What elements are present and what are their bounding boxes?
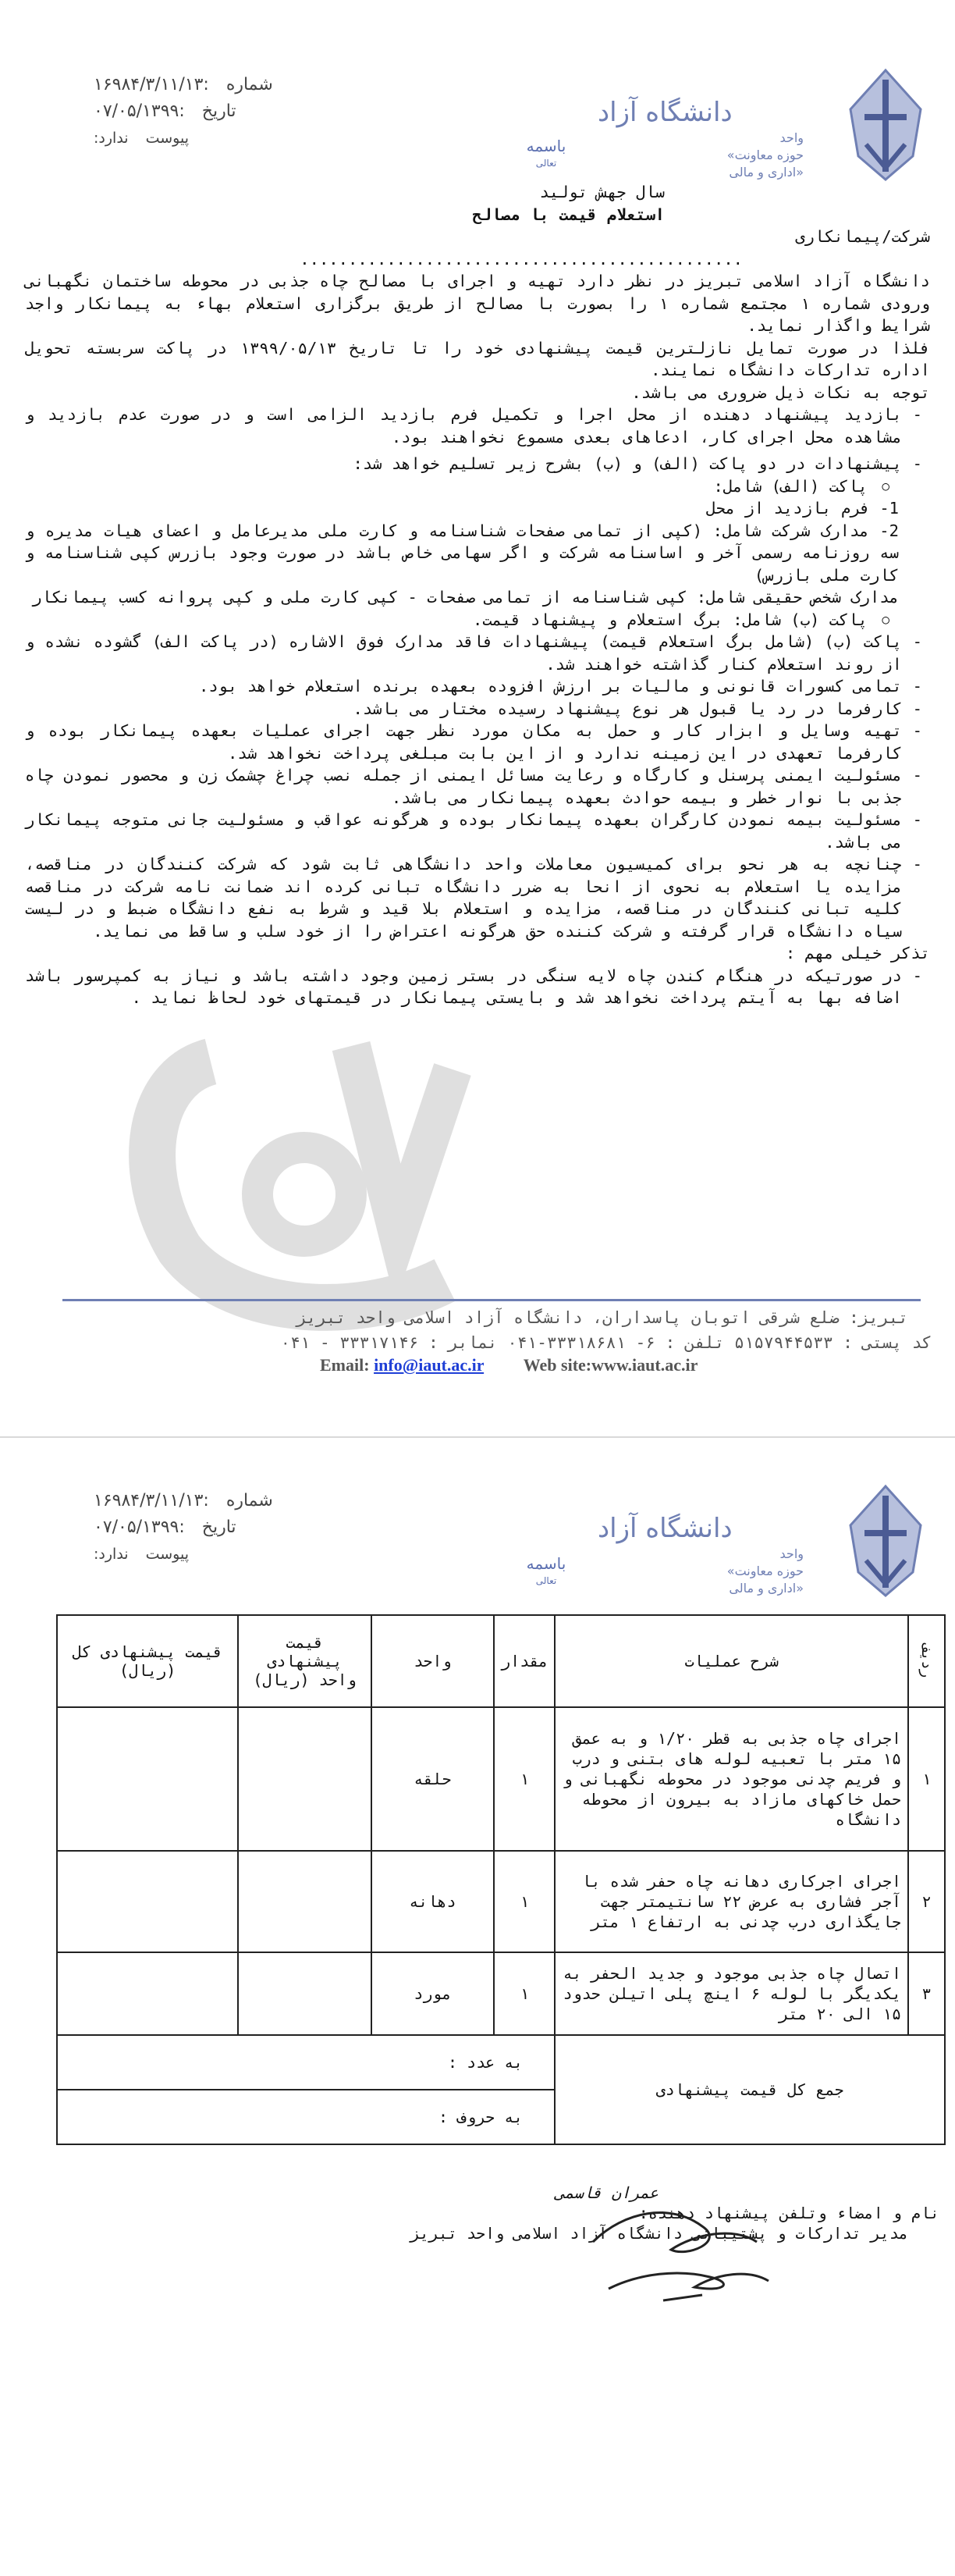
letter-date: ۰۷/۰۵/۱۳۹۹: bbox=[94, 1517, 185, 1537]
bullet-packets: - پیشنهادات در دو پاکت (الف) و (ب) بشرح زیر تسلیم خواهد شد: bbox=[25, 453, 930, 475]
important-heading: تذکر خیلی مهم : bbox=[785, 944, 930, 962]
footer bbox=[27, 1305, 932, 1355]
letter-meta: ۱۶۹۸۴/۳/۱۱/۱۳: شماره ۰۷/۰۵/۱۳۹۹: تاریخ :ندارد پیوست bbox=[94, 1488, 359, 1567]
col-desc: شرح عملیات bbox=[555, 1615, 908, 1707]
stamp-heading: باسمه تعالی bbox=[526, 1554, 566, 1586]
signature-label: نام و امضاء وتلفن پیشنهاد دهنده: bbox=[638, 2204, 939, 2222]
signature-scribble-icon bbox=[577, 2195, 780, 2312]
unit-price-cell[interactable] bbox=[238, 1707, 371, 1851]
total-row-numbers bbox=[57, 2035, 945, 2090]
table-row: ۲ اجرای اجرکاری دهانه چاه حفر شده با آجر فشاری به عرض ۲۲ سانتیمتر جهت جایگذاری درب چدنی به ارتفاع ۱ متر ۱ دهانه bbox=[57, 1851, 945, 1952]
bullet-6: - چنانچه به هر نحو برای کمیسیون معاملات واحد دانشگاهی ثابت شود که شرکت کنندگان در مناقصه، مزایده یا استعلام به نحوی از انحا به ضرر دانشگاه تبانی کرده اند ضمانت نامه شرکت در مناقصه کلیه تبانی کنندگان در مناقصه، مزایده و استعلام بلا قید و شرط به نفع دانشگاه ضبط و در لیست سیاه دانشگاه قرار گرفته و شرکت کننده حق هرگونه اعتراض را از خود سلب و ساقط می نماید. bbox=[25, 853, 930, 942]
stamp-heading: باسمه تعالی bbox=[526, 137, 566, 169]
bullet-4: - مسئولیت ایمنی پرسنل و کارگاه و رعایت مسائل ایمنی از جمله نصب چراغ چشمک زن و محصور نمودن چاه جذبی با نوار خطر و بیمه حوادث بعهده پیمانکار می باشد. bbox=[25, 764, 930, 809]
total-price-cell[interactable] bbox=[57, 1952, 238, 2035]
footer-email-line: Email: info@iaut.ac.ir Web site:www.iaut.ac.ir bbox=[320, 1355, 698, 1375]
letter-meta: ۱۶۹۸۴/۳/۱۱/۱۳: شماره ۰۷/۰۵/۱۳۹۹: تاریخ :ندارد پیوست bbox=[94, 72, 359, 151]
unit-price-cell[interactable] bbox=[238, 1952, 371, 2035]
col-unit-price: قیمت پیشنهادی واحد (ریال) bbox=[238, 1615, 371, 1707]
bullet-0: - پاکت (ب) (شامل برگ استعلام قیمت) پیشنهادات فاقد مدارک فوق الاشاره (در پاکت الف) گشوده نشده و از روند استعلام کنار گذاشته خواهند شد. bbox=[25, 631, 930, 675]
packet-a-item-3: مدارک شخص حقیقی شامل: کپی شناسنامه از تمامی صفحات - کپی کارت ملی و کپی پروانه کسب پیمانکار bbox=[32, 588, 899, 607]
col-row: ردیف bbox=[908, 1615, 945, 1707]
recipient: شرکت/پیمانکاری bbox=[795, 227, 930, 246]
intro-para-2: فلذا در صورت تمایل نازلترین قیمت پیشنهادی خود را تا تاریخ ۱۳۹۹/۰۵/۱۳ در پاکت سربسته تحویل اداره تداركات دانشگاه نمایند. bbox=[25, 338, 931, 379]
col-qty: مقدار bbox=[494, 1615, 555, 1707]
total-price-cell[interactable] bbox=[57, 1707, 238, 1851]
total-price-cell[interactable] bbox=[57, 1851, 238, 1952]
email-link[interactable]: info@iaut.ac.ir bbox=[374, 1355, 485, 1375]
col-total-price: قیمت پیشنهادی کل (ریال) bbox=[57, 1615, 238, 1707]
quote-table bbox=[56, 1614, 946, 2145]
letter-number: ۱۶۹۸۴/۳/۱۱/۱۳: bbox=[94, 75, 209, 94]
letter-body bbox=[25, 181, 930, 1009]
letter-date: ۰۷/۰۵/۱۳۹۹: bbox=[94, 101, 185, 121]
signer-role: مدیر تدارکات و پشتیبانی دانشگاه آزاد اسلامی واحد تبریز bbox=[410, 2224, 908, 2243]
total-label: جمع کل قیمت پیشنهادی bbox=[555, 2035, 945, 2144]
col-unit: واحد bbox=[371, 1615, 494, 1707]
attachment-value: :ندارد bbox=[94, 1546, 129, 1563]
page-separator bbox=[0, 1436, 955, 1438]
bullet-visit: - بازدید پیشنهاد دهنده از محل اجرا و تکمیل فرم بازدید الزامی است و در صورت عدم بازدید و مشاهده محل اجرای کار، ادعاهای بعدی مسموع نخواهند بود. bbox=[25, 404, 930, 448]
packet-a-item-2: 2- مدارک شرکت شامل: (کپی از تمامی صفحات شناسنامه و کارت ملی مدیرعامل و اعضای هیات مدیره و سه روزنامه رسمی آخر و اساسنامه شرکت و اگر سهامی خاص باشد در صورت وجود بازرس کپی شناسنامه و کارت ملی بازرس) bbox=[25, 521, 899, 585]
unit-lines: واحد «حوزه معاونت اداری و مالی» bbox=[726, 1546, 804, 1596]
important-note: - در صورتیکه در هنگام کندن چاه لایه سنگی در بستر زمین وجود داشته باشد و نیاز به کمپرسور باشد اضافه بها به آیتم پرداخت نخواهد شد و بایستی پیمانکار در قیمتهای خود لحاظ نماید . bbox=[25, 965, 930, 1009]
table-row: ۳ اتصال چاه جذبی موجود و جدید الحفر به یکدیگر با لوله ۶ اینچ پلی اتیلن حدود ۱۵ الی ۲۰ متر ۱ مورد bbox=[57, 1952, 945, 2035]
packet-a-item-1: 1- فرم بازدید از محل bbox=[706, 499, 899, 518]
packet-b: ○ پاکت (ب) شامل: برگ استعلام و پیشنهاد قیمت. bbox=[25, 609, 930, 632]
page-gap bbox=[0, 1355, 955, 1446]
footer-address: تبریز: ضلع شرقی اتوبان پاسداران، دانشگاه آزاد اسلامی واحد تبریز bbox=[296, 1308, 908, 1327]
letter-page-2 bbox=[0, 1446, 955, 2576]
watermark-logo-icon bbox=[117, 1015, 554, 1343]
total-in-numbers[interactable]: به عدد : bbox=[57, 2035, 555, 2090]
attachment-value: :ندارد bbox=[94, 130, 129, 147]
packet-a: ○ پاکت (الف) شامل: bbox=[25, 475, 930, 498]
footer-contact: کد پستی : ۵۱۵۷۹۴۴۵۳۳ تلفن : ۶- ۳۳۳۱۸۶۸۱-۰۴۱ نمابر : ۳۳۳۱۷۱۴۶ - ۰۴۱ bbox=[280, 1333, 932, 1352]
bullet-3: - تهیه وسایل و ابزار کار و حمل به مکان مورد نظر جهت اجرای عملیات بعهده پیمانکار بوده و کارفرما تعهدی در این زمینه ندارد و از این بابت مبلغی پرداخت نخواهد شد. bbox=[25, 720, 930, 764]
unit-lines: واحد «حوزه معاونت اداری و مالی» bbox=[726, 130, 804, 180]
dots-line: .............................................. bbox=[300, 249, 743, 269]
university-name: دانشگاه آزاد bbox=[598, 1513, 733, 1544]
website: Web site:www.iaut.ac.ir bbox=[523, 1355, 698, 1375]
footer-divider bbox=[62, 1299, 921, 1301]
table-header-row bbox=[57, 1615, 945, 1707]
signer-name: عمران قاسمی bbox=[555, 2183, 659, 2202]
university-logo-icon bbox=[827, 1478, 944, 1611]
table-row: ۱ اجرای چاه جذبی به قطر ۱/۲۰ و به عمق ۱۵ متر با تعبیه لوله های بتنی و درب و فریم چدنی موجود در محوطه نگهبانی و حمل خاکهای مازاد به بیرون از محوطه دانشگاه ۱ حلقه bbox=[57, 1707, 945, 1851]
university-logo-icon bbox=[827, 62, 944, 195]
intro-para-3: توجه به نكات ذیل ضروری می باشد. bbox=[631, 382, 930, 402]
letter-title: استعلام قیمت با مصالح bbox=[472, 205, 665, 224]
university-name: دانشگاه آزاد bbox=[598, 97, 733, 128]
total-in-words[interactable]: به حروف : bbox=[57, 2090, 555, 2144]
slogan: سال جهش تولید bbox=[539, 183, 665, 201]
letter-number: ۱۶۹۸۴/۳/۱۱/۱۳: bbox=[94, 1491, 209, 1510]
bullet-1: - تمامی کسورات قانونی و مالیات بر ارزش افزوده بعهده برنده استعلام خواهد بود. bbox=[25, 675, 930, 698]
unit-price-cell[interactable] bbox=[238, 1851, 371, 1952]
bullet-2: - کارفرما در رد یا قبول هر نوع پیشنهاد رسیده مختار می باشد. bbox=[25, 698, 930, 720]
bullet-5: - مسئولیت بیمه نمودن کارگران بعهده پیمانکار بوده و هرگونه عواقب و مسئولیت جانی متوجه پیمانکار می باشد. bbox=[25, 809, 930, 853]
intro-para-1: دانشگاه آزاد اسلامی تبریز در نظر دارد تهیه و اجرای با مصالح چاه جذبی در محوطه ساختمان نگهبانی ورودی شماره ۱ مجتمع شماره ۱ را بصورت با مصالح از طریق برگزاری استعلام بهاء به پیمانکار واجد شرایط واگذار نماید. bbox=[25, 272, 931, 335]
